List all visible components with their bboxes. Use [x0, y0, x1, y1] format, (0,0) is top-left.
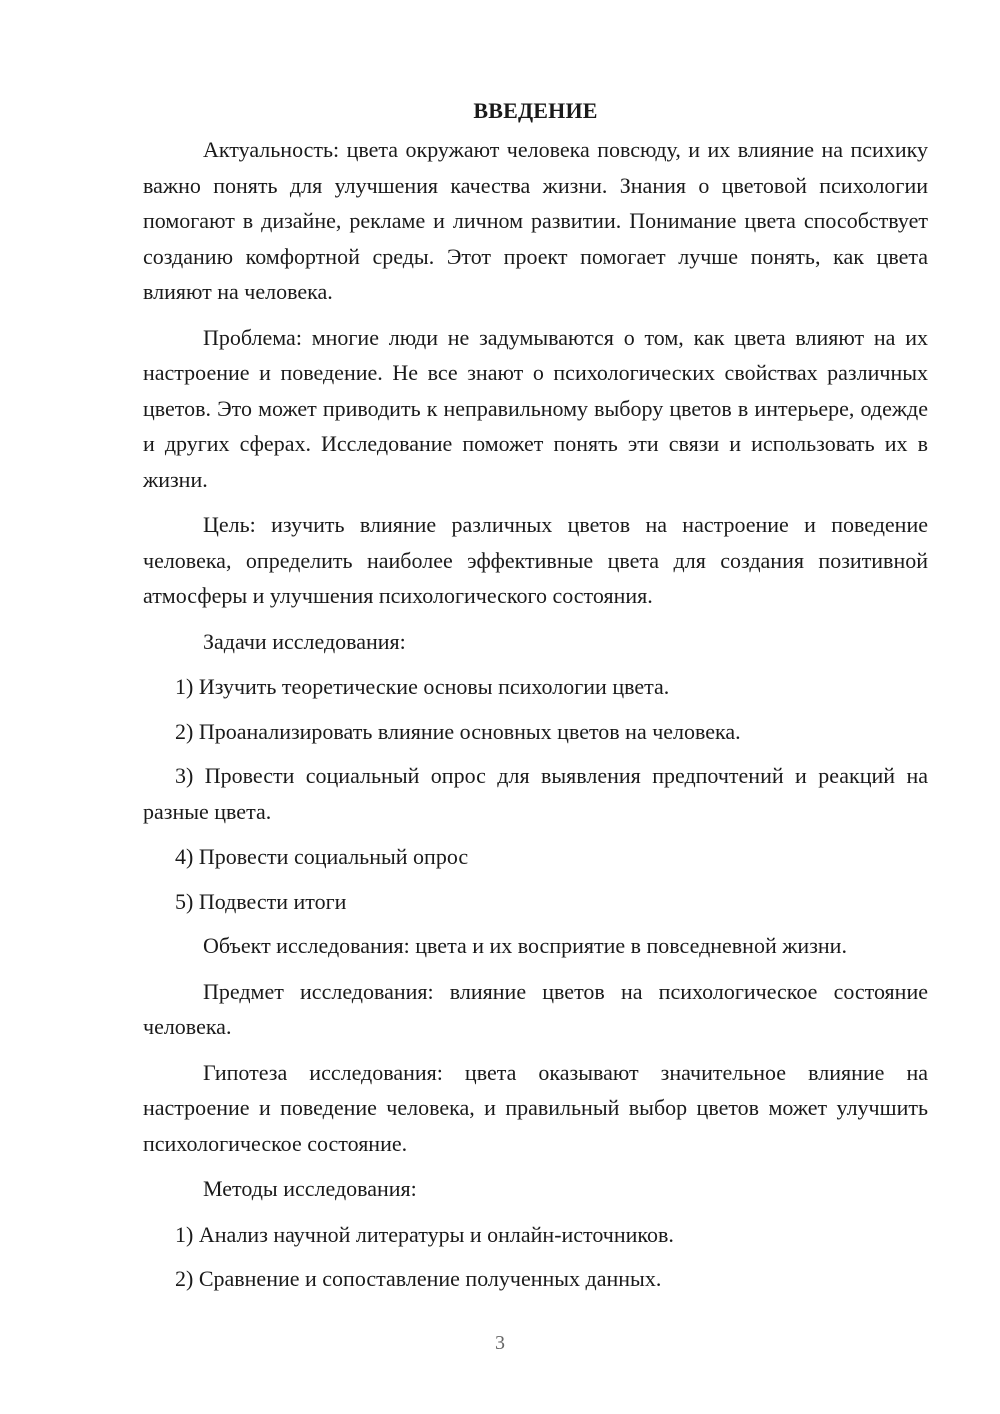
subject-paragraph: Предмет исследования: влияние цветов на психологическое состояние человека. [143, 978, 928, 1039]
document-page [143, 96, 928, 1306]
object-paragraph: Объект исследования: цвета и их восприятие в повседневной жизни. [203, 933, 847, 958]
problem-paragraph: Проблема: многие люди не задумываются о том, как цвета влияют на их настроение и поведение. Не все знают о психологических свойствах различных цветов. Это может приводить к неправильному выбору цветов в интерьере, одежде и других сферах. Исследование поможет понять эти связи и использовать их в жизни. [143, 324, 928, 492]
task-item: 4) Провести социальный опрос [175, 844, 469, 869]
page-number: 3 [495, 1332, 505, 1354]
goal-paragraph: Цель: изучить влияние различных цветов на настроение и поведение человека, определить наиболее эффективные цвета для создания позитивной атмосферы и улучшения психологического состояния. [143, 512, 928, 608]
method-item: 2) Сравнение и сопоставление полученных данных. [175, 1266, 662, 1291]
page-title: ВВЕДЕНИЕ [473, 98, 598, 123]
task-item: 5) Подвести итоги [175, 888, 347, 914]
relevance-paragraph: Актуальность: цвета окружают человека повсюду, и их влияние на психику важно понять для улучшения качества жизни. Знания о цветовой психологии помогают в дизайне, рекламе и личном развитии. Понимание цвета способствует созданию комфортной среды. Этот проект помогает лучше понять, как цвета влияют на человека. [143, 137, 928, 304]
method-item: 1) Анализ научной литературы и онлайн-источников. [175, 1221, 674, 1247]
task-item: 1) Изучить теоретические основы психологии цвета. [175, 674, 670, 699]
task-item: 2) Проанализировать влияние основных цветов на человека. [175, 718, 741, 744]
task-item: 3) Провести социальный опрос для выявления предпочтений и реакций на разные цвета. [143, 763, 928, 824]
hypothesis-paragraph: Гипотеза исследования: цвета оказывают значительное влияние на настроение и поведение человека, и правильный выбор цветов может улучшить психологическое состояние. [143, 1059, 928, 1156]
methods-heading: Методы исследования: [203, 1176, 417, 1201]
tasks-heading: Задачи исследования: [203, 628, 406, 654]
